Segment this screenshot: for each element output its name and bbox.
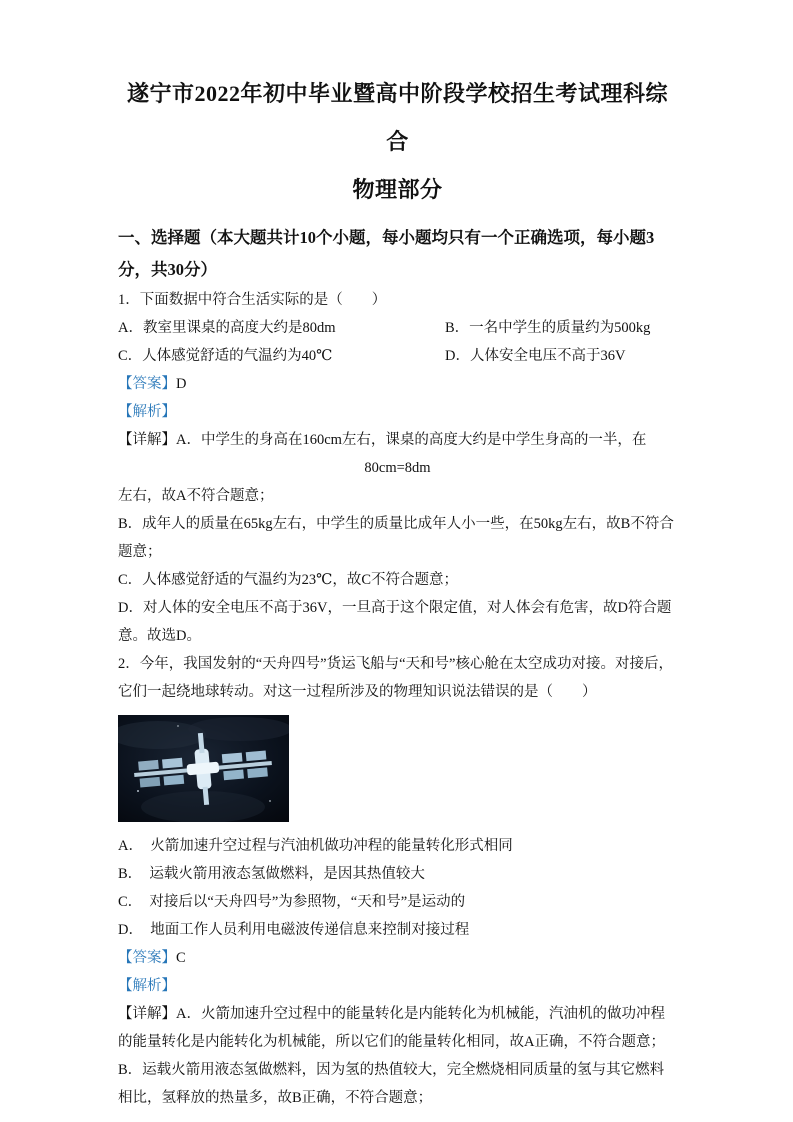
q1-answer-line bbox=[118, 370, 677, 398]
q1-answer-value: D bbox=[176, 376, 187, 392]
q1-answer-label: 【答案】 bbox=[118, 376, 176, 392]
q2-stem: 2．今年，我国发射的“天舟四号”货运飞船与“天和号”核心舱在太空成功对接。对接后，它们一起绕地球转动。对这一过程所涉及的物理知识说法错误的是（ ） bbox=[118, 656, 673, 700]
q1-detail-c-text: C．人体感觉舒适的气温约为23℃，故C不符合题意； bbox=[118, 572, 459, 588]
q2-detail-b-text: B．运载火箭用液态氢做燃料，因为氢的热值较大，完全燃烧相同质量的氢与其它燃料相比，氢释放的热量多，故B正确，不符合题意； bbox=[118, 1062, 665, 1106]
q2-detail-label: 【详解】 bbox=[118, 1006, 176, 1022]
q1-option-c: C．人体感觉舒适的气温约为40℃ bbox=[118, 348, 333, 364]
q1-options-row1 bbox=[118, 314, 677, 342]
q1-option-b: B．一名中学生的质量约为500kg bbox=[445, 320, 651, 336]
document-title-line2: 物理部分 bbox=[352, 177, 443, 202]
q1-options-row2 bbox=[118, 342, 677, 370]
q2-analysis-label: 【解析】 bbox=[118, 978, 176, 994]
q2-option-d: D． 地面工作人员利用电磁波传递信息来控制对接过程 bbox=[118, 922, 470, 938]
q1-detail-b-text: B．成年人的质量在65kg左右，中学生的质量比成年人小一些，在50kg左右，故B不符合题意； bbox=[118, 516, 674, 560]
space-station-image bbox=[118, 715, 289, 822]
q2-detail-a-text: A．火箭加速升空过程中的能量转化是内能转化为机械能，汽油机的做功冲程的能量转化是内能转化为机械能，所以它们的能量转化相同，故A正确，不符合题意； bbox=[118, 1006, 665, 1050]
q2-answer-label: 【答案】 bbox=[118, 950, 176, 966]
q2-option-b: B． 运载火箭用液态氢做燃料，是因其热值较大 bbox=[118, 866, 425, 882]
q2-answer-value: C bbox=[176, 950, 186, 966]
q1-analysis-label: 【解析】 bbox=[118, 404, 176, 420]
q1-detail-a2-text: 左右，故A不符合题意； bbox=[118, 488, 274, 504]
q1-option-d: D．人体安全电压不高于36V bbox=[445, 348, 626, 364]
q1-stem: 1．下面数据中符合生活实际的是（ ） bbox=[118, 292, 387, 308]
q2-analysis-line bbox=[118, 972, 677, 1000]
section-heading: 一、选择题（本大题共计10个小题，每小题均只有一个正确选项，每小题3分，共30分） bbox=[118, 228, 655, 279]
q1-detail-a1-text: A．中学生的身高在160cm左右，课桌的高度大约是中学生身高的一半，在 bbox=[176, 432, 647, 448]
q1-option-a: A．教室里课桌的高度大约是80dm bbox=[118, 320, 336, 336]
document-title-line1: 遂宁市2022年初中毕业暨高中阶段学校招生考试理科综合 bbox=[126, 81, 668, 154]
q1-detail-label: 【详解】 bbox=[118, 432, 176, 448]
q1-formula: 80cm=8dm bbox=[364, 460, 431, 476]
q2-answer-line bbox=[118, 944, 677, 972]
q2-detail-paragraph-a bbox=[118, 1000, 677, 1056]
q1-analysis-line bbox=[118, 398, 677, 426]
q2-option-a: A． 火箭加速升空过程与汽油机做功冲程的能量转化形式相同 bbox=[118, 838, 513, 854]
q1-detail-paragraph-a bbox=[118, 426, 677, 454]
q1-detail-d-text: D．对人体的安全电压不高于36V，一旦高于这个限定值，对人体会有危害，故D符合题意。故选D。 bbox=[118, 600, 672, 644]
q2-option-c: C． 对接后以“天舟四号”为参照物，“天和号”是运动的 bbox=[118, 894, 466, 910]
